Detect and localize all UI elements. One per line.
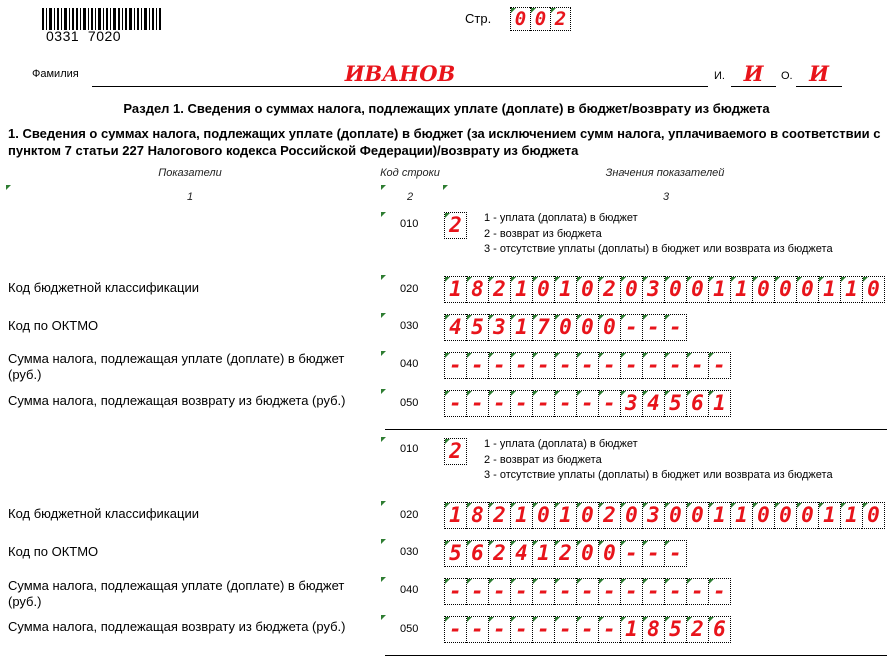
digit-cell[interactable]: 8: [466, 276, 488, 303]
corner-mark: [381, 275, 386, 280]
label-kbk: Код бюджетной классификации: [8, 280, 199, 295]
refund-amount-cells[interactable]: [444, 390, 731, 417]
digit-cell[interactable]: -: [488, 578, 510, 605]
digit-cell[interactable]: 2: [686, 616, 708, 643]
payment-type-cell[interactable]: 2: [444, 212, 467, 239]
digit-cell[interactable]: 0: [598, 540, 620, 567]
corner-mark: [381, 313, 386, 318]
digit-cell[interactable]: -: [620, 578, 642, 605]
digit-cell[interactable]: 0: [686, 276, 708, 303]
digit-cell[interactable]: -: [510, 578, 532, 605]
pay-amount-cells[interactable]: [444, 352, 731, 379]
digit-cell[interactable]: -: [642, 352, 664, 379]
column-header-code: Код строки: [380, 167, 440, 179]
corner-mark: [381, 615, 386, 620]
line-code-050: 050: [400, 623, 419, 635]
digit-cell[interactable]: 4: [444, 314, 466, 341]
block-divider: [385, 655, 887, 656]
page-digit: 0: [530, 7, 550, 31]
digit-cell[interactable]: -: [664, 540, 687, 567]
digit-cell[interactable]: -: [532, 352, 554, 379]
digit-cell[interactable]: 6: [466, 540, 488, 567]
corner-mark: [381, 351, 386, 356]
oktmo-cells[interactable]: [444, 540, 687, 567]
page-number-cells: [510, 7, 571, 31]
label-oktmo: Код по ОКТМО: [8, 544, 99, 559]
initial-i-field[interactable]: И: [731, 62, 776, 87]
digit-cell[interactable]: 1: [532, 540, 554, 567]
label-kbk: Код бюджетной классификации: [8, 506, 199, 521]
line-code-050: 050: [400, 397, 419, 409]
digit-cell[interactable]: 0: [576, 314, 598, 341]
digit-cell[interactable]: 2: [598, 276, 620, 303]
payment-type-options: [484, 211, 833, 258]
digit-cell[interactable]: -: [598, 616, 620, 643]
digit-cell[interactable]: 2: [554, 540, 576, 567]
digit-cell[interactable]: 1: [840, 276, 862, 303]
digit-cell[interactable]: 0: [664, 276, 686, 303]
digit-cell[interactable]: 7: [532, 314, 554, 341]
digit-cell[interactable]: 1: [840, 502, 862, 529]
corner-mark: [6, 185, 11, 190]
digit-cell[interactable]: 2: [488, 502, 510, 529]
digit-cell[interactable]: 1: [510, 276, 532, 303]
digit-cell[interactable]: -: [576, 352, 598, 379]
digit-cell[interactable]: 5: [664, 616, 686, 643]
digit-cell[interactable]: -: [576, 578, 598, 605]
digit-cell[interactable]: -: [708, 352, 731, 379]
line-code-020: 020: [400, 283, 419, 295]
digit-cell[interactable]: 0: [664, 502, 686, 529]
column-header-values: Значения показателей: [605, 167, 725, 179]
digit-cell[interactable]: 0: [554, 314, 576, 341]
digit-cell[interactable]: -: [686, 352, 708, 379]
digit-cell[interactable]: -: [532, 578, 554, 605]
digit-cell[interactable]: 1: [510, 314, 532, 341]
digit-cell[interactable]: -: [642, 314, 664, 341]
digit-cell[interactable]: 5: [664, 390, 686, 417]
digit-cell[interactable]: 1: [730, 276, 752, 303]
digit-cell[interactable]: 0: [752, 276, 774, 303]
option-refund: 2 - возврат из бюджета: [484, 453, 602, 466]
pay-amount-cells[interactable]: [444, 578, 731, 605]
digit-cell[interactable]: 3: [488, 314, 510, 341]
label-refund: Сумма налога, подлежащая возврату из бюджета (руб.): [8, 393, 346, 408]
digit-cell[interactable]: 5: [466, 314, 488, 341]
digit-cell[interactable]: 2: [488, 276, 510, 303]
digit-cell[interactable]: -: [466, 578, 488, 605]
digit-cell[interactable]: -: [620, 352, 642, 379]
digit-cell[interactable]: -: [532, 616, 554, 643]
digit-cell[interactable]: -: [620, 314, 642, 341]
digit-cell[interactable]: 0: [598, 314, 620, 341]
digit-cell[interactable]: 1: [510, 502, 532, 529]
block-divider: [385, 429, 887, 430]
digit-cell[interactable]: 2: [488, 540, 510, 567]
digit-cell[interactable]: 1: [708, 276, 730, 303]
page-digit: 2: [550, 7, 571, 31]
digit-cell[interactable]: -: [554, 390, 576, 417]
digit-cell[interactable]: -: [510, 616, 532, 643]
digit-cell[interactable]: 0: [796, 276, 818, 303]
digit-cell[interactable]: 0: [752, 502, 774, 529]
digit-cell[interactable]: 3: [642, 502, 664, 529]
column-header-indicators: Показатели: [158, 167, 222, 179]
digit-cell[interactable]: -: [554, 578, 576, 605]
digit-cell[interactable]: -: [444, 578, 466, 605]
digit-cell[interactable]: -: [554, 616, 576, 643]
digit-cell[interactable]: 4: [642, 390, 664, 417]
initial-i-label: И.: [714, 70, 725, 82]
digit-cell[interactable]: -: [664, 352, 686, 379]
page-digit: 0: [510, 7, 530, 31]
surname-field[interactable]: ИВАНОВ: [92, 62, 708, 87]
digit-cell[interactable]: 0: [532, 276, 554, 303]
digit-cell[interactable]: -: [444, 390, 466, 417]
digit-cell[interactable]: 6: [708, 616, 731, 643]
option-none: 3 - отсутствие уплаты (доплаты) в бюджет или возврата из бюджета: [484, 469, 833, 481]
digit-cell[interactable]: -: [686, 578, 708, 605]
line-code-030: 030: [400, 320, 419, 332]
digit-cell[interactable]: -: [466, 390, 488, 417]
initial-o-label: О.: [781, 70, 793, 82]
digit-cell[interactable]: -: [576, 616, 598, 643]
digit-cell[interactable]: -: [488, 352, 510, 379]
corner-mark: [381, 212, 386, 217]
digit-cell[interactable]: 1: [708, 502, 730, 529]
refund-amount-cells[interactable]: [444, 616, 731, 643]
digit-cell[interactable]: 1: [620, 616, 642, 643]
digit-cell[interactable]: 0: [576, 502, 598, 529]
digit-cell[interactable]: -: [488, 616, 510, 643]
digit-cell[interactable]: -: [510, 390, 532, 417]
digit-cell[interactable]: 0: [620, 502, 642, 529]
digit-cell[interactable]: 1: [554, 502, 576, 529]
digit-cell[interactable]: -: [620, 540, 642, 567]
page-label: Стр.: [465, 11, 492, 26]
line-code-020: 020: [400, 509, 419, 521]
line-code-040: 040: [400, 358, 419, 370]
line-code-010: 010: [400, 218, 419, 230]
digit-cell[interactable]: 3: [642, 276, 664, 303]
digit-cell[interactable]: -: [642, 540, 664, 567]
column-number-3: 3: [662, 191, 670, 203]
digit-cell[interactable]: 0: [774, 276, 796, 303]
digit-cell[interactable]: 1: [554, 276, 576, 303]
digit-cell[interactable]: -: [576, 390, 598, 417]
section-title: Раздел 1. Сведения о суммах налога, подлежащих уплате (доплате) в бюджет/возврату из бюджета: [123, 101, 770, 116]
label-pay: Сумма налога, подлежащая уплате (доплате) в бюджет (руб.): [8, 578, 345, 609]
barcode-number: 0331 7020: [46, 28, 122, 44]
corner-mark: [381, 539, 386, 544]
digit-cell[interactable]: -: [664, 578, 686, 605]
corner-mark: [381, 437, 386, 442]
section-subtitle: 1. Сведения о суммах налога, подлежащих уплате (доплате) в бюджет (за исключением сумм налога, уплачиваемого в соответствии с пунктом 7 статьи 227 Налогового кодекса Российской Федерации)/возврату из бюджета: [8, 126, 881, 158]
digit-cell[interactable]: 0: [576, 540, 598, 567]
digit-cell[interactable]: -: [708, 578, 731, 605]
line-code-030: 030: [400, 546, 419, 558]
digit-cell[interactable]: 5: [444, 540, 466, 567]
digit-cell[interactable]: -: [466, 352, 488, 379]
digit-cell[interactable]: -: [642, 578, 664, 605]
digit-cell[interactable]: -: [488, 390, 510, 417]
payment-type-options: [484, 437, 833, 484]
digit-cell[interactable]: 0: [862, 276, 885, 303]
digit-cell[interactable]: 8: [466, 502, 488, 529]
digit-cell[interactable]: 3: [620, 390, 642, 417]
digit-cell[interactable]: -: [598, 578, 620, 605]
kbk-cells[interactable]: [444, 502, 885, 529]
label-pay: Сумма налога, подлежащая уплате (доплате) в бюджет (руб.): [8, 351, 345, 382]
digit-cell[interactable]: 1: [444, 502, 466, 529]
digit-cell[interactable]: 1: [730, 502, 752, 529]
column-number-1: 1: [186, 191, 194, 203]
digit-cell[interactable]: -: [444, 352, 466, 379]
option-none: 3 - отсутствие уплаты (доплаты) в бюджет или возврата из бюджета: [484, 243, 833, 255]
digit-cell[interactable]: 6: [686, 390, 708, 417]
corner-mark: [381, 185, 386, 190]
digit-cell[interactable]: 8: [642, 616, 664, 643]
option-pay: 1 - уплата (доплата) в бюджет: [484, 438, 638, 450]
corner-mark: [381, 389, 386, 394]
option-pay: 1 - уплата (доплата) в бюджет: [484, 212, 638, 224]
digit-cell[interactable]: 4: [510, 540, 532, 567]
option-refund: 2 - возврат из бюджета: [484, 227, 602, 240]
digit-cell[interactable]: 1: [818, 276, 840, 303]
corner-mark: [381, 501, 386, 506]
digit-cell[interactable]: 1: [818, 502, 840, 529]
digit-cell[interactable]: 0: [532, 502, 554, 529]
digit-cell[interactable]: 0: [576, 276, 598, 303]
digit-cell[interactable]: -: [510, 352, 532, 379]
digit-cell[interactable]: 1: [708, 390, 731, 417]
digit-cell[interactable]: 0: [796, 502, 818, 529]
digit-cell[interactable]: -: [444, 616, 466, 643]
digit-cell[interactable]: 1: [444, 276, 466, 303]
digit-cell[interactable]: -: [598, 390, 620, 417]
digit-cell[interactable]: -: [598, 352, 620, 379]
digit-cell[interactable]: 0: [620, 276, 642, 303]
digit-cell[interactable]: 0: [862, 502, 885, 529]
digit-cell[interactable]: 0: [686, 502, 708, 529]
corner-mark: [381, 577, 386, 582]
digit-cell[interactable]: -: [664, 314, 687, 341]
initial-o-field[interactable]: И: [796, 62, 842, 87]
label-refund: Сумма налога, подлежащая возврату из бюджета (руб.): [8, 619, 346, 634]
digit-cell[interactable]: -: [466, 616, 488, 643]
column-number-2: 2: [406, 191, 414, 203]
line-code-010: 010: [400, 443, 419, 455]
kbk-cells[interactable]: [444, 276, 885, 303]
corner-mark: [443, 185, 448, 190]
label-oktmo: Код по ОКТМО: [8, 318, 99, 333]
digit-cell[interactable]: 2: [598, 502, 620, 529]
payment-type-cell[interactable]: 2: [444, 438, 467, 465]
line-code-040: 040: [400, 584, 419, 596]
digit-cell[interactable]: -: [532, 390, 554, 417]
surname-label: Фамилия: [32, 68, 79, 80]
digit-cell[interactable]: 0: [774, 502, 796, 529]
digit-cell[interactable]: -: [554, 352, 576, 379]
oktmo-cells[interactable]: [444, 314, 687, 341]
